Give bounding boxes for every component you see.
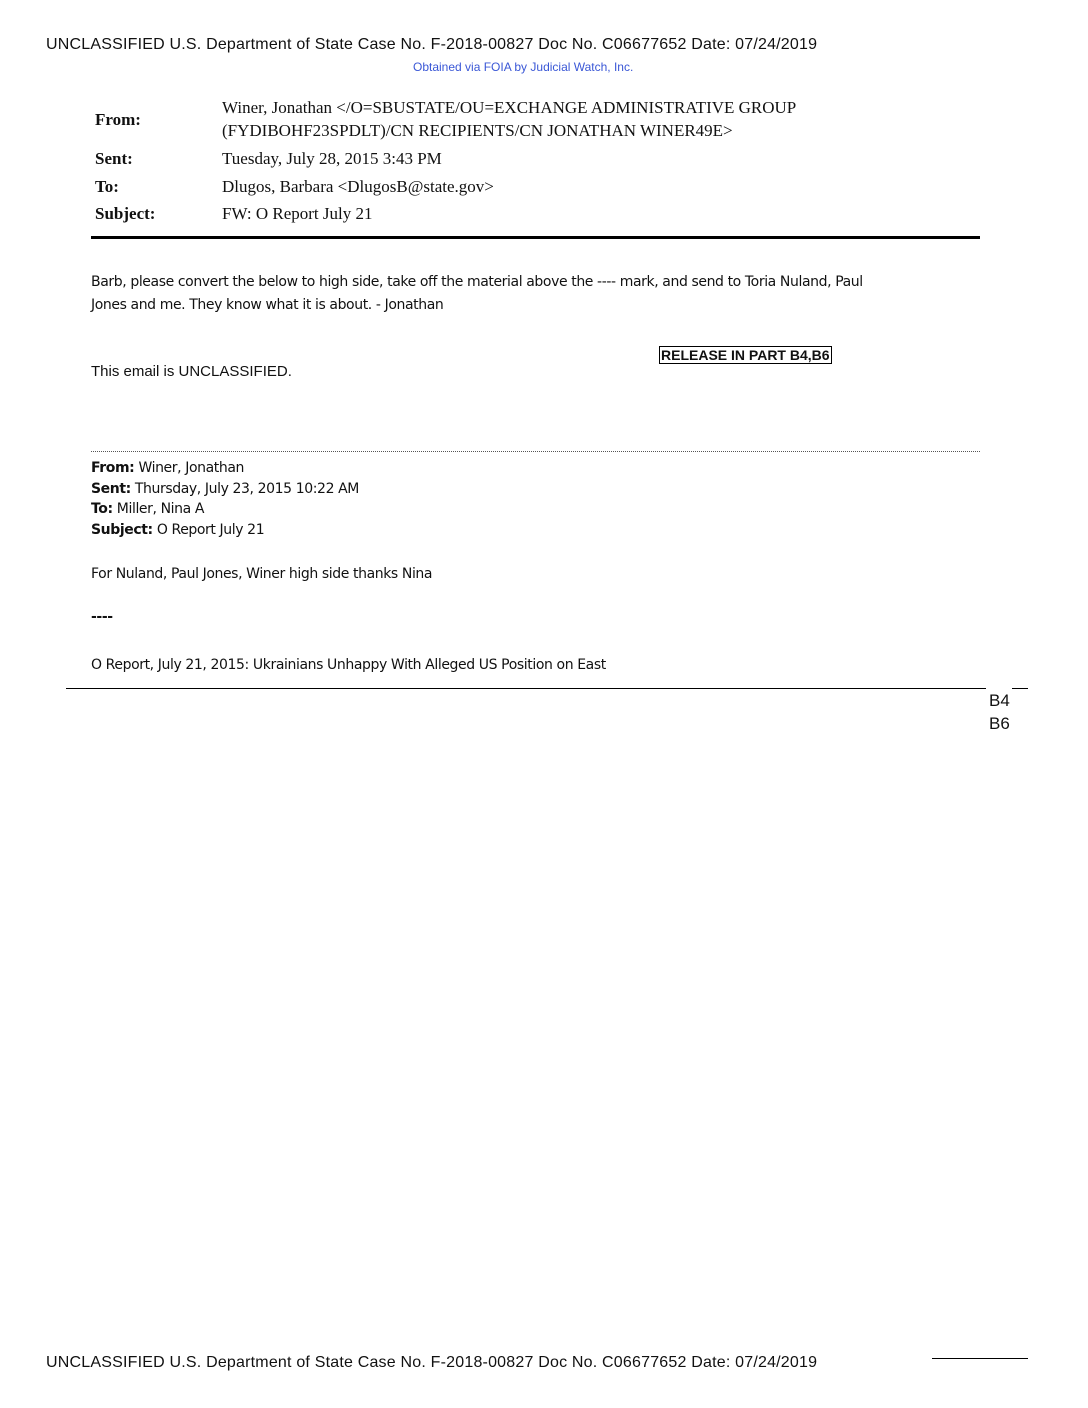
from-value: Winer, Jonathan (138, 460, 244, 476)
to-label: To: (91, 501, 113, 517)
page-header: UNCLASSIFIED U.S. Department of State Case No. F-2018-00827 Doc No. C06677652 Date: 07/24/2019 (46, 36, 818, 53)
to-value: Miller, Nina A (116, 501, 205, 517)
from-label: From: (95, 110, 141, 129)
redaction-line-right (1012, 688, 1028, 689)
footer-line (932, 1358, 1028, 1359)
dotted-divider (91, 451, 980, 452)
separator-mark: ---- (91, 609, 113, 625)
redaction-top-line (66, 688, 986, 689)
to-label: To: (95, 177, 119, 196)
exemption-b6: B6 (989, 714, 1010, 733)
email2-body: For Nuland, Paul Jones, Winer high side thanks Nina (91, 566, 433, 582)
sent-value: Tuesday, July 28, 2015 3:43 PM (222, 149, 442, 168)
page-footer: UNCLASSIFIED U.S. Department of State Case No. F-2018-00827 Doc No. C06677652 Date: 07/24/2019 (46, 1354, 818, 1371)
header-divider (91, 236, 980, 239)
subject-value: O Report July 21 (156, 522, 265, 538)
sent-label: Sent: (91, 481, 131, 497)
sent-value: Thursday, July 23, 2015 10:22 AM (134, 481, 359, 497)
from-label: From: (91, 460, 135, 476)
exemption-b4: B4 (989, 691, 1010, 710)
classification-text: This email is UNCLASSIFIED. (91, 363, 292, 380)
from-line1: Winer, Jonathan </O=SBUSTATE/OU=EXCHANGE ADMINISTRATIVE GROUP (222, 98, 797, 117)
from-line2: (FYDIBOHF23SPDLT)/CN RECIPIENTS/CN JONATHAN WINER49E> (222, 121, 733, 140)
report-title: O Report, July 21, 2015: Ukrainians Unhappy With Alleged US Position on East (91, 657, 606, 673)
body-line2: Jones and me. They know what it is about. - Jonathan (91, 297, 444, 313)
subject-label: Subject: (91, 522, 153, 538)
subject-label: Subject: (95, 204, 156, 223)
body-line1: Barb, please convert the below to high side, take off the material above the ---- mark, and send to Toria Nuland, Paul (91, 274, 863, 290)
watermark: Obtained via FOIA by Judicial Watch, Inc. (413, 60, 634, 74)
sent-label: Sent: (95, 149, 133, 168)
subject-value: FW: O Report July 21 (222, 204, 373, 223)
release-stamp: RELEASE IN PART B4,B6 (661, 347, 830, 363)
to-value: Dlugos, Barbara <DlugosB@state.gov> (222, 177, 494, 196)
